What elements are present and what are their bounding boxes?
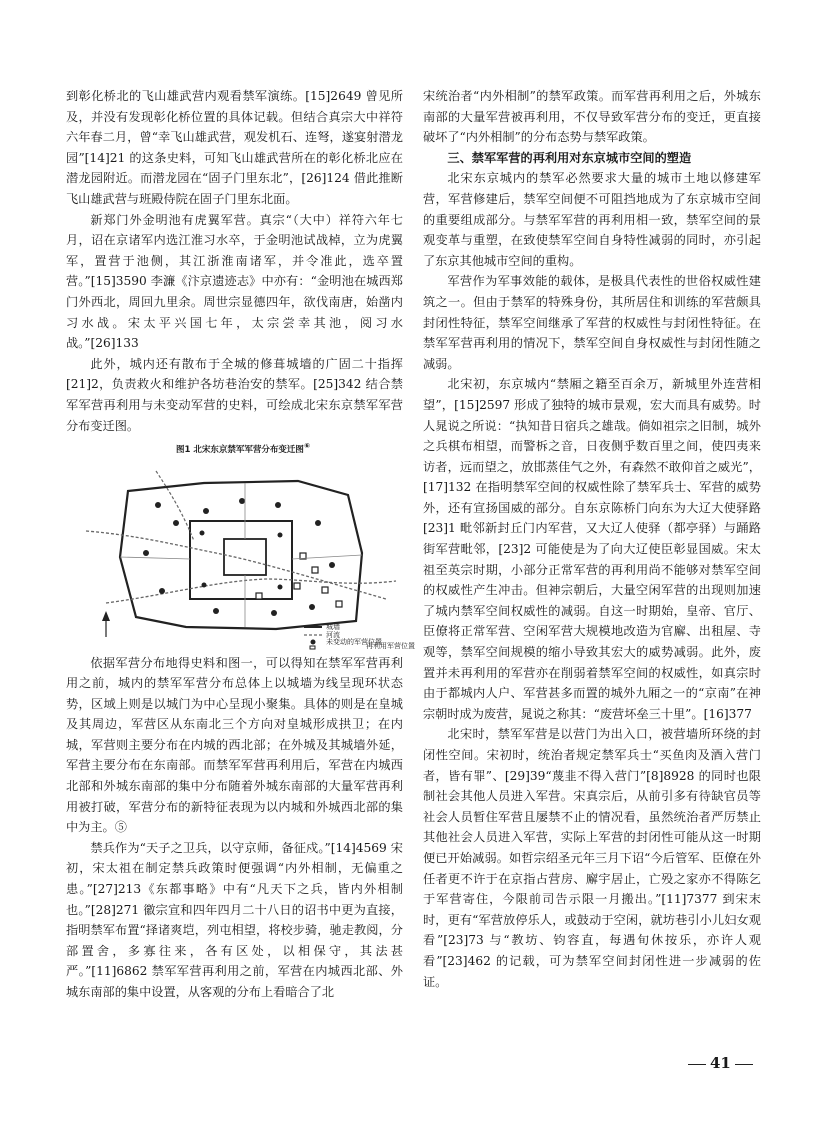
paragraph: 北宋时，禁军军营是以营门为出入口，被营墙所环绕的封闭性空间。宋初时，统治者规定禁军兵士“买鱼肉及酒入营门者，皆有罪”、[29]39“蔑韭不得入营门”[8]8928 的同时也限制社会其他人员进入军营。宋真宗后，从前引多有待缺官员等社会人员暂住军营且屡禁不止的情况看，虽然统治者严厉禁止其他社会人员进入军营，实际上军营的封闭性可能从这一时期便已开始减弱。如哲宗绍圣元年三月下诏“今后管军、臣僚在外任者更不许于在京指占营房、廨宇居止，亡殁之家亦不得陈乞于军营寄住，今限前司告示限一月搬出。”[11]7377 到宋末时，更有“军营放停乐人，或鼓动于空闲，就坊巷引小儿妇女观看”[23]73 与“教坊、钧容直，每遇旬休按乐，亦许人观看”[23]462 的记载，可为禁军空间封闭性进一步减弱的佐证。 xyxy=(423,727,761,989)
section-heading: 三、禁军军营的再利用对东京城市空间的塑造 xyxy=(447,150,692,165)
page-number-text: 41 xyxy=(710,1054,731,1072)
page-number-dash xyxy=(688,1064,706,1065)
paragraph: 军营作为军事效能的载体，是极具代表性的世俗权威性建筑之一。但由于禁军的特殊身份，其所居住和训练的军营颇具封闭性特征，禁军空间继承了军营的权威性与封闭性特征。在禁军军营再利用的情况下，禁军空间自身权威性与封闭性随之减弱。 xyxy=(423,274,761,371)
paragraph: 北宋东京城内的禁军必然要求大量的城市土地以修建军营，军营修建后，禁军空间便不可阻挡地成为了东京城市空间的重要组成部分。与禁军军营的再利用相一致，禁军空间的景观变革与重塑，在致使禁军空间自身特性减弱的同时，亦引起了东京其他城市空间的重构。 xyxy=(423,171,761,268)
left-column xyxy=(66,86,415,1003)
legend-label: 未变动的军营位置 xyxy=(326,637,382,646)
paragraph: 依据军营分布地得史料和图一，可以得知在禁军军营再利用之前，城内的禁军军营分布总体上以城墙为线呈现环状态势，区域上则是以城门为中心呈现小聚集。具体的则是在皇城及其周边，军营区从东南北三个方向对皇城形成拱卫；在内城，军营则主要分布在内城的西北部；在外城及其城墙外延，军营主要分布在东南部。而禁军军营再利用后，军营在内城西北部和外城东南部的集中分布随着外城东南部的大量军营再利用被打破，军营分布的新特征表现为以内城和外城西北部的集中为主。⑤ xyxy=(66,655,403,835)
paragraph: 此外，城内还有散布于全城的修葺城墙的广固二十指挥[21]2，负责救火和维护各坊巷治安的禁军。[25]342 结合禁军军营再利用与未变动军营的史料，可绘成北宋东京禁军军营分布变迁图。 xyxy=(66,356,403,433)
paragraph: 禁兵作为“天子之卫兵，以守京师，备征戍。”[14]4569 宋初，宋太祖在制定禁兵政策时便强调“内外相制，无偏重之患。”[27]213《东都事略》中有“凡天下之兵，皆内外相制也。”[28]271 徽宗宣和四年四月二十八日的诏书中更为直接，指明禁军布置“择诸爽垲，列屯相望，将校步骑，驰走教阅，分部置舍，多寡往来，各有区处，以相保守，其法甚严。”[11]6862 禁军军营再利用之前，军营在内城西北部、外城东南部的集中设置，从客观的分布上看暗合了北 xyxy=(66,840,403,1000)
map-figure xyxy=(66,461,415,650)
figure-title-note: ⑥ xyxy=(303,441,310,451)
figure-title: 图1 北宋东京禁军军营分布变迁图 xyxy=(176,444,304,455)
page-number-dash xyxy=(735,1064,753,1065)
figure-caption xyxy=(66,436,403,460)
page-number xyxy=(684,1054,757,1072)
paragraph: 到彰化桥北的飞山雄武营内观看禁军演练。[15]2649 曾见所及，并没有发现彰化桥位置的具体记载。但结合真宗大中祥符六年春二月，曾“幸飞山雄武营，观发机石、连弩，遂宴射潜龙园”[14]21 的这条史料，可知飞山雄武营所在的彰化桥北应在潜龙园附近。而潜龙园在“固子门里东北”，[26]124 借此推断飞山雄武营与班殿侍院在固子门里东北面。 xyxy=(66,89,403,206)
right-column xyxy=(423,86,761,992)
legend-label: 再利用军营位置 xyxy=(366,641,415,650)
paragraph: 宋统治者“内外相制”的禁军政策。而军营再利用之后，外城东南部的大量军营被再利用，不仅导致军营分布的变迁，更直接破坏了“内外相制”的分布态势与禁军政策。 xyxy=(423,89,761,145)
city-map xyxy=(66,461,415,650)
legend-label: 城墙 xyxy=(326,622,340,631)
paragraph: 北宋初，东京城内“禁厢之籍至百余万，新城里外连营相望”，[15]2597 形成了独特的城市景观，宏大而具有威势。时人晁说之所说：“执知昔日宿兵之雄哉。倘如祖宗之旧制，城外之兵棋布相望，而警柝之音，日夜侧乎数百里之间，使四夷来访者，远而望之，放邯蒸佳气之外，有森然不敢仰首之威光”，[17]132 在指明禁军空间的权威性除了禁军兵士、军营的威势外，还有宣扬国威的部分。自东京陈桥门向东为大辽大使驿路[23]1 毗邻新封丘门内军营，又大辽人使驿（都亭驿）与踊路街军营毗邻，[23]2 可能使是为了向大辽使臣彰显国威。宋太祖至英宗时期，小部分正常军营的再利用尚不能够对禁军空间的权威性产生冲击。但神宗朝后，大量空闲军营的出现则加速了城内禁军空间权威性的减弱。自这一时期始，皇帝、官厅、臣僚将正常军营、空闲军营大规模地改造为官廨、出租屋、寺观等，禁军空间规模的缩小导致其宏大的威势减弱。此外，废置并未再利用的军营亦在削弱着禁军空间的权威性，如真宗时由于都城内人户、军营甚多而置的城外九厢之一的“京南”在神宗朝时成为废营，晁说之称其：“废营坏垒三十里”。[16]377 xyxy=(423,377,761,721)
paragraph: 新郑门外金明池有虎翼军营。真宗“（大中）祥符六年七月，诏在京诸军内选江淮习水卒，于金明池试战棹，立为虎翼军，置营于池侧，其江浙淮南诸军，并令准此，选卒置营。”[15]3590 李濂《汴京遗迹志》中亦有：“金明池在城西郑门外西北，周回九里余。周世宗显德四年，欲伐南唐，始凿内习水战。宋太平兴国七年，太宗尝幸其池，阅习水战。”[26]133 xyxy=(66,212,403,351)
legend-label: 河流 xyxy=(326,630,340,639)
